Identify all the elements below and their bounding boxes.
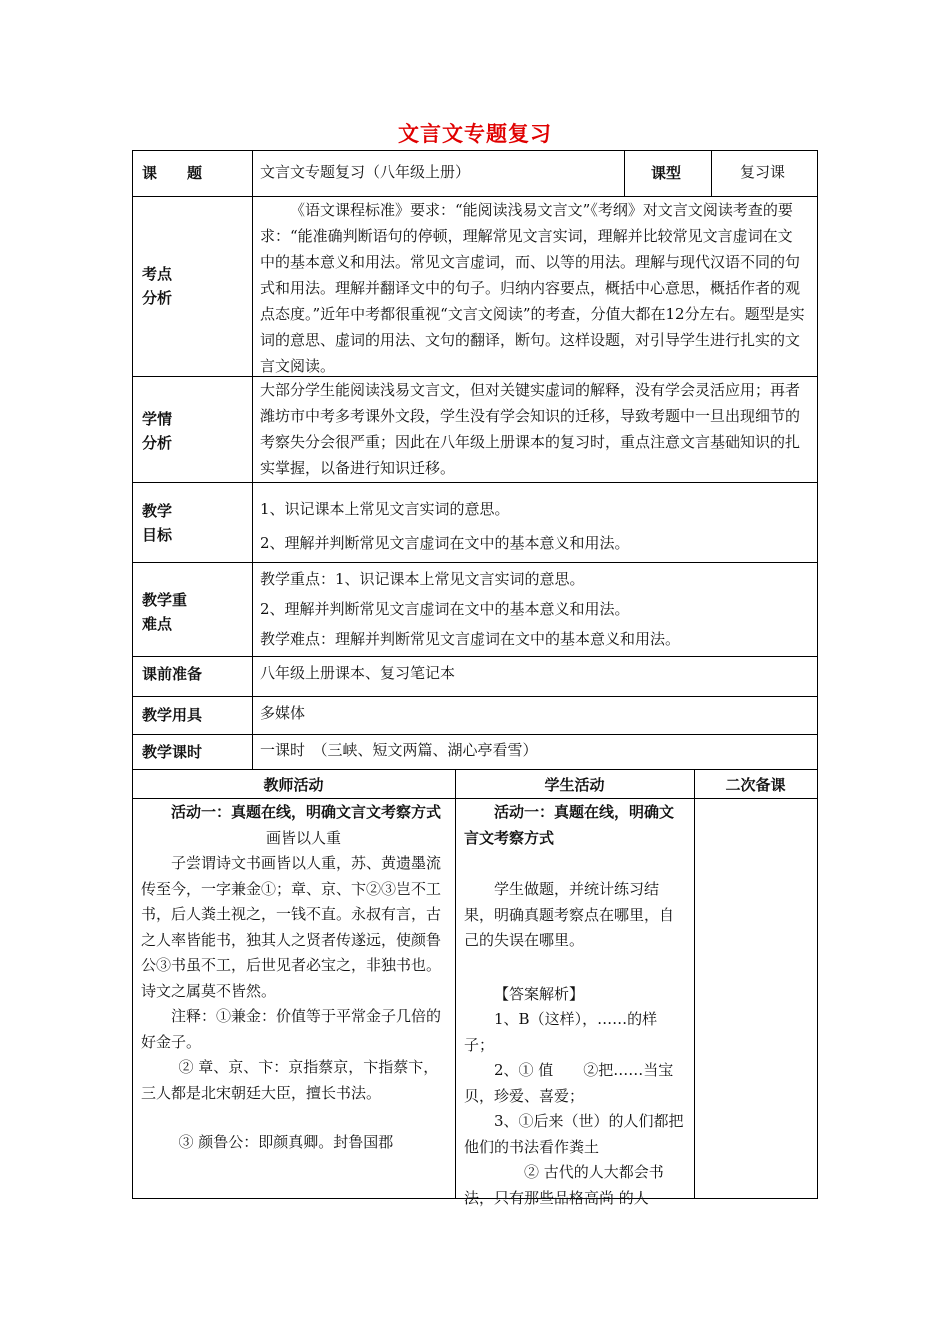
hours-text: 一课时 （三峡、短文两篇、湖心亭看雪） [260,741,538,759]
note-2: ② 章、京、卞：京指蔡京，卞指蔡卞，三人都是北宋朝廷大臣，擅长书法。 [141,1058,439,1102]
hours-label: 教学课时 [142,743,203,761]
teacher-activity-column [141,800,446,1156]
exam-analysis-label: 考点 分析 [142,265,173,307]
key-point-item: 教学难点：理解并判断常见文言虚词在文中的基本意义和用法。 [260,630,681,648]
second-prep-cell [695,799,817,1198]
answer-3: 3、①后来（世）的人们都把他们的书法看作粪土 [464,1112,684,1156]
key-points-list [260,564,806,654]
note-1: 注释：①兼金：价值等于平常金子几倍的好金子。 [141,1007,442,1051]
goals-list [260,492,806,560]
passage-title: 画皆以人重 [265,828,341,847]
passage-text: 子尝谓诗文书画皆以人重，苏、黄遗墨流传至今，一字兼金①；章、京、卞②③岂不工书，后人粪土视之，一钱不直。永叔有言，古之人率皆能书，独其人之贤者传遂远，使颜鲁公③书虽不工，后世见者必宝之，非独书也。诗文之属莫不皆然。 [141,854,442,1000]
answer-2: 2、① 值 ②把……当宝贝，珍爱、喜爱； [464,1061,674,1105]
header-second-prep: 二次备课 [725,776,786,794]
answer-4: ② 古代的人大都会书法，只有那些品格高尚 的人 [464,1163,664,1207]
student-activity-column [464,800,686,1211]
topic-label: 课 题 [142,164,203,182]
answer-1: 1、B（这样），……的样子； [464,1010,658,1054]
page-title: 文言文专题复习 [398,122,552,146]
goal-item: 2、理解并判断常见文言虚词在文中的基本意义和用法。 [260,534,630,552]
tools-label: 教学用具 [142,706,203,724]
key-point-item: 教学重点：1、识记课本上常见文言实词的意思。 [260,570,585,588]
teacher-activity-heading: 活动一：真题在线，明确文言文考察方式 [171,803,442,821]
key-point-item: 2、理解并判断常见文言虚词在文中的基本意义和用法。 [260,600,630,618]
type-label: 课型 [651,164,682,182]
header-student-activity: 学生活动 [544,776,605,794]
header-teacher-activity: 教师活动 [263,776,324,794]
preparation-label: 课前准备 [142,665,203,683]
student-analysis-text: 大部分学生能阅读浅易文言文，但对关键实虚词的解释，没有学会灵活应用；再者潍坊市中考多考课外文段，学生没有学会知识的迁移，导致考题中一旦出现细节的考察失分会很严重；因此在八年级上册课本的复习时，重点注意文言基础知识的扎实掌握，以备进行知识迁移。 [260,381,801,477]
topic-value: 文言文专题复习（八年级上册） [260,163,471,181]
goals-label: 教学 目标 [142,502,173,544]
note-3: ③ 颜鲁公：即颜真卿。封鲁国郡 [178,1133,394,1151]
answer-heading: 【答案解析】 [494,984,585,1003]
key-points-label: 教学重 难点 [142,591,188,633]
tools-text: 多媒体 [260,704,306,722]
type-value: 复习课 [740,163,786,181]
student-activity-heading: 活动一：真题在线，明确文言文考察方式 [464,803,675,847]
student-analysis-label: 学情 分析 [142,410,173,452]
preparation-text: 八年级上册课本、复习笔记本 [260,664,456,682]
exam-analysis-text: 《语文课程标准》要求：“能阅读浅易文言文”《考纲》对文言文阅读考查的要求：“能准确判断语句的停顿，理解常见文言实词，理解并比较常见文言虚词在文中的基本意义和用法。常见文言虚词，而、以等的用法。理解与现代汉语不同的句式和用法。理解并翻译文中的句子。归纳内容要点，概括中心意思，概括作者的观点态度。”近年中考都很重视“文言文阅读”的考查，分值大都在12分左右。题型是实词的意思、虚词的用法、文句的翻译，断句。这样设题，对引导学生进行扎实的文言文阅读。 [260,201,805,375]
student-activity-text: 学生做题，并统计练习结果，明确真题考察点在哪里，自己的失误在哪里。 [464,880,675,949]
goal-item: 1、识记课本上常见文言实词的意思。 [260,500,510,518]
